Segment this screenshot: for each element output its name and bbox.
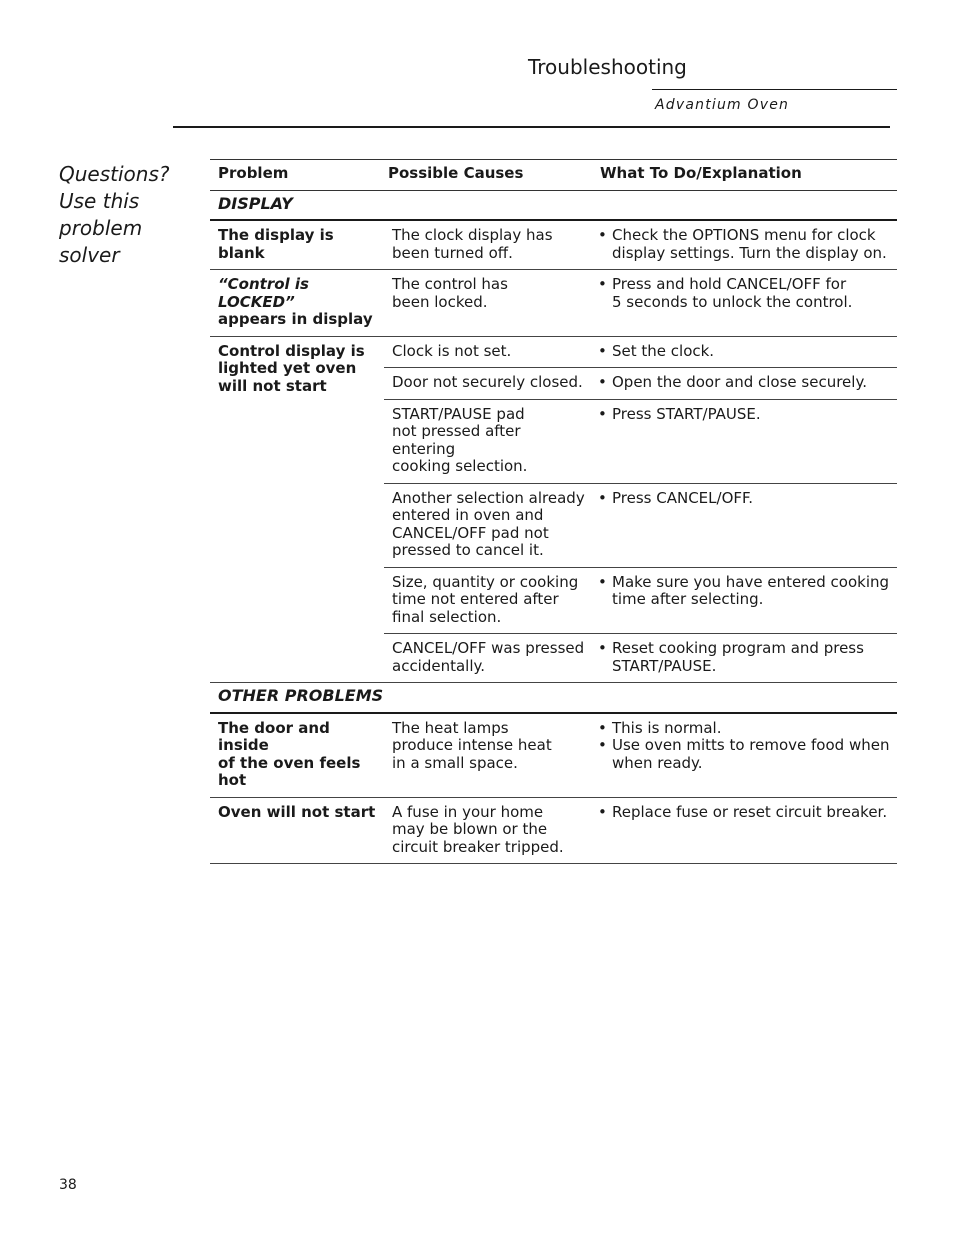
problem-cell bbox=[210, 336, 384, 683]
todo-line: • Press CANCEL/OFF. bbox=[612, 488, 753, 507]
todo-line: • Replace fuse or reset circuit breaker. bbox=[612, 802, 888, 821]
cause-cell bbox=[384, 797, 590, 864]
cause-line: Size, quantity or cooking bbox=[392, 572, 579, 591]
problem-line: Control display is bbox=[218, 341, 365, 360]
cause-line: in a small space. bbox=[392, 753, 518, 772]
todo-cell bbox=[590, 567, 897, 634]
page-title: Troubleshooting bbox=[528, 55, 687, 79]
cause-line: The clock display has bbox=[392, 226, 553, 244]
todo-line: • Press and hold CANCEL/OFF for bbox=[612, 275, 847, 293]
problem-cell bbox=[210, 713, 384, 798]
cause-cell bbox=[384, 713, 590, 798]
problem-line: will not start bbox=[218, 376, 327, 395]
todo-item bbox=[598, 737, 893, 772]
cause-line: produce intense heat bbox=[392, 736, 552, 754]
cause-cell bbox=[384, 483, 590, 567]
todo-item bbox=[598, 804, 893, 822]
table-row bbox=[210, 270, 897, 337]
todo-cell bbox=[590, 483, 897, 567]
cause-line: been locked. bbox=[392, 292, 488, 311]
todo-cell bbox=[590, 270, 897, 337]
todo-item bbox=[598, 227, 893, 262]
problem-line: lighted yet oven bbox=[218, 359, 357, 377]
page-subtitle: Advantium Oven bbox=[655, 97, 790, 113]
side-heading-line: solver bbox=[59, 243, 120, 267]
cause-line: entered in oven and bbox=[392, 506, 544, 524]
todo-line: when ready. bbox=[612, 753, 703, 772]
side-heading-line: Use this bbox=[59, 189, 140, 213]
cause-line: circuit breaker tripped. bbox=[392, 837, 564, 856]
side-heading-line: problem bbox=[59, 216, 143, 240]
todo-item bbox=[598, 343, 893, 361]
cause-cell bbox=[384, 220, 590, 270]
cause-line: been turned off. bbox=[392, 243, 513, 262]
table-row bbox=[210, 713, 897, 798]
cause-cell bbox=[384, 270, 590, 337]
todo-item bbox=[598, 720, 893, 738]
title-rule bbox=[652, 89, 897, 90]
section-other-problems bbox=[210, 683, 897, 713]
section-label-other-problems: OTHER PROBLEMS bbox=[210, 683, 897, 713]
todo-item bbox=[598, 490, 893, 508]
todo-line: • Set the clock. bbox=[612, 341, 715, 360]
table-row bbox=[210, 220, 897, 270]
cause-cell bbox=[384, 567, 590, 634]
todo-item bbox=[598, 374, 893, 392]
cause-line: Door not securely closed. bbox=[392, 373, 583, 391]
todo-line: 5 seconds to unlock the control. bbox=[612, 292, 853, 311]
todo-cell bbox=[590, 634, 897, 683]
side-heading bbox=[59, 161, 199, 269]
problem-line: of the oven feels hot bbox=[218, 753, 361, 789]
todo-line: • Use oven mitts to remove food when bbox=[612, 736, 890, 754]
todo-line: • Reset cooking program and press bbox=[612, 639, 864, 657]
cause-line: START/PAUSE pad bbox=[392, 404, 525, 423]
side-heading-line: Questions? bbox=[59, 162, 170, 186]
todo-cell bbox=[590, 220, 897, 270]
problem-cell bbox=[210, 270, 384, 337]
column-header-causes: Possible Causes bbox=[384, 160, 590, 191]
cause-line: final selection. bbox=[392, 607, 502, 626]
todo-line: display settings. Turn the display on. bbox=[612, 243, 887, 262]
cause-line: time not entered after bbox=[392, 590, 559, 608]
column-header-problem: Problem bbox=[210, 160, 384, 191]
todo-item bbox=[598, 276, 893, 311]
problem-solver-table bbox=[210, 159, 897, 864]
todo-line: • Check the OPTIONS menu for clock bbox=[612, 226, 876, 244]
cause-line: pressed to cancel it. bbox=[392, 541, 544, 559]
todo-cell bbox=[590, 399, 897, 483]
cause-line: CANCEL/OFF pad not bbox=[392, 523, 549, 542]
column-header-todo: What To Do/Explanation bbox=[590, 160, 897, 191]
todo-line: START/PAUSE. bbox=[612, 656, 717, 675]
todo-line: • Open the door and close securely. bbox=[612, 373, 867, 391]
todo-line: • This is normal. bbox=[612, 718, 722, 737]
page-number: 38 bbox=[59, 1177, 77, 1193]
header-rule bbox=[173, 126, 890, 128]
table-header-row bbox=[210, 160, 897, 191]
todo-item bbox=[598, 640, 893, 675]
problem-line: appears in display bbox=[218, 310, 373, 328]
cause-line: accidentally. bbox=[392, 656, 486, 675]
problem-cell: The display is blank bbox=[210, 220, 384, 270]
todo-cell bbox=[590, 336, 897, 368]
cause-line: CANCEL/OFF was pressed bbox=[392, 639, 585, 657]
table-row bbox=[210, 797, 897, 864]
problem-line: “Control is LOCKED” bbox=[218, 275, 309, 311]
cause-line: A fuse in your home bbox=[392, 802, 544, 821]
todo-item bbox=[598, 406, 893, 424]
todo-line: time after selecting. bbox=[612, 590, 764, 608]
todo-cell bbox=[590, 368, 897, 400]
cause-line: Another selection already bbox=[392, 488, 585, 507]
todo-item bbox=[598, 574, 893, 609]
cause-line: may be blown or the bbox=[392, 820, 548, 838]
cause-line: not pressed after entering bbox=[392, 422, 521, 458]
todo-line: • Press START/PAUSE. bbox=[612, 404, 761, 423]
todo-line: • Make sure you have entered cooking bbox=[612, 572, 890, 591]
cause-line: cooking selection. bbox=[392, 457, 528, 475]
cause-line: The heat lamps bbox=[392, 718, 509, 737]
todo-cell bbox=[590, 797, 897, 864]
cause-line: The control has bbox=[392, 275, 508, 293]
cause-cell bbox=[384, 336, 590, 368]
cause-line: Clock is not set. bbox=[392, 341, 512, 360]
cause-cell bbox=[384, 634, 590, 683]
problem-line: The door and inside bbox=[218, 718, 330, 754]
todo-cell bbox=[590, 713, 897, 798]
section-display bbox=[210, 190, 897, 220]
cause-cell bbox=[384, 399, 590, 483]
section-label-display: DISPLAY bbox=[210, 190, 897, 220]
cause-cell bbox=[384, 368, 590, 400]
problem-cell: Oven will not start bbox=[210, 797, 384, 864]
table-row bbox=[210, 336, 897, 368]
